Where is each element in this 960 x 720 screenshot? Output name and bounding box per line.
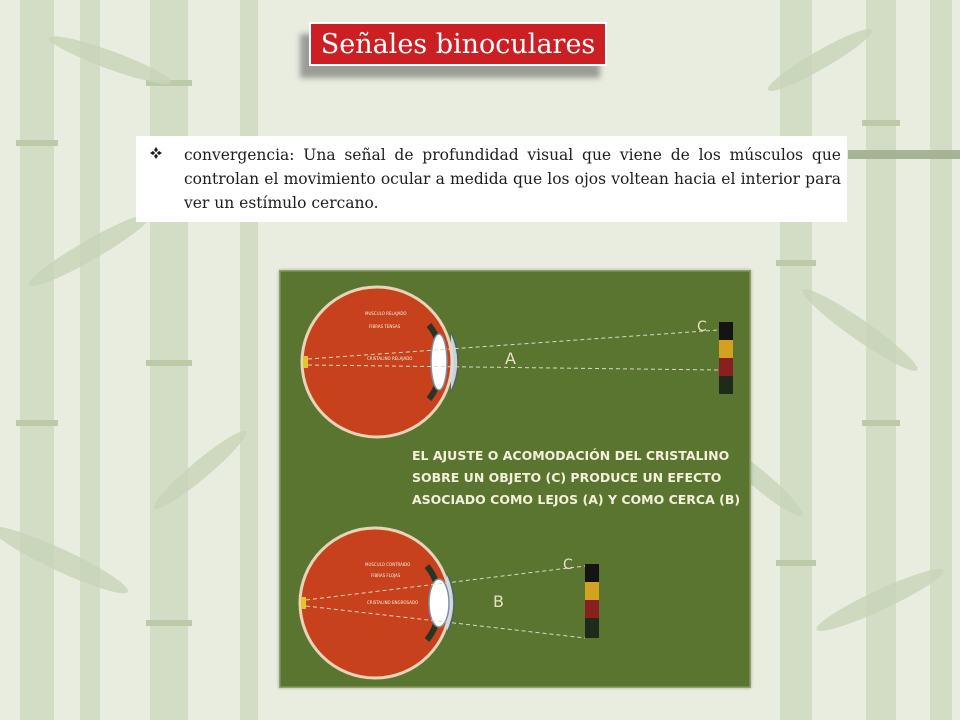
bottom-label-2: FIBRAS FLOJAS bbox=[371, 573, 401, 578]
bottom-label-1: MUSCULO CONTRAIDO bbox=[365, 562, 411, 567]
top-label-1: MUSCULO RELAJADO bbox=[365, 311, 407, 316]
top-object-stimulus bbox=[719, 322, 733, 394]
accommodation-figure bbox=[279, 270, 751, 688]
caption-line-2: SOBRE UN OBJETO (C) PRODUCE UN EFECTO bbox=[412, 470, 722, 485]
caption-line-3: ASOCIADO COMO LEJOS (A) Y COMO CERCA (B) bbox=[412, 492, 741, 507]
caption-line-1: EL AJUSTE O ACOMODACIÓN DEL CRISTALINO bbox=[412, 448, 730, 463]
slide-title: Señales binoculares bbox=[320, 28, 596, 60]
bullet-text-box bbox=[136, 136, 847, 222]
bottom-object-label: C bbox=[563, 557, 573, 573]
top-label-2: FIBRAS TENSAS bbox=[369, 324, 401, 329]
bullet-text: convergencia: Una señal de profundidad visual que viene de los músculos que controlan el movimiento ocular a medida que los ojos voltean hacia el interior para ver un estímulo cercano. bbox=[184, 146, 841, 212]
accent-bar bbox=[848, 150, 960, 159]
four-diamond-bullet-icon bbox=[150, 147, 162, 159]
top-object-label: C bbox=[697, 319, 707, 335]
slide-title-box bbox=[309, 22, 607, 66]
bottom-label-3: CRISTALINO ENGROSADO bbox=[367, 600, 419, 605]
top-distance-label: A bbox=[505, 349, 516, 368]
bottom-object-stimulus bbox=[585, 564, 599, 638]
top-label-3: CRISTALINO RELAJADO bbox=[367, 356, 413, 361]
bottom-distance-label: B bbox=[493, 592, 504, 611]
